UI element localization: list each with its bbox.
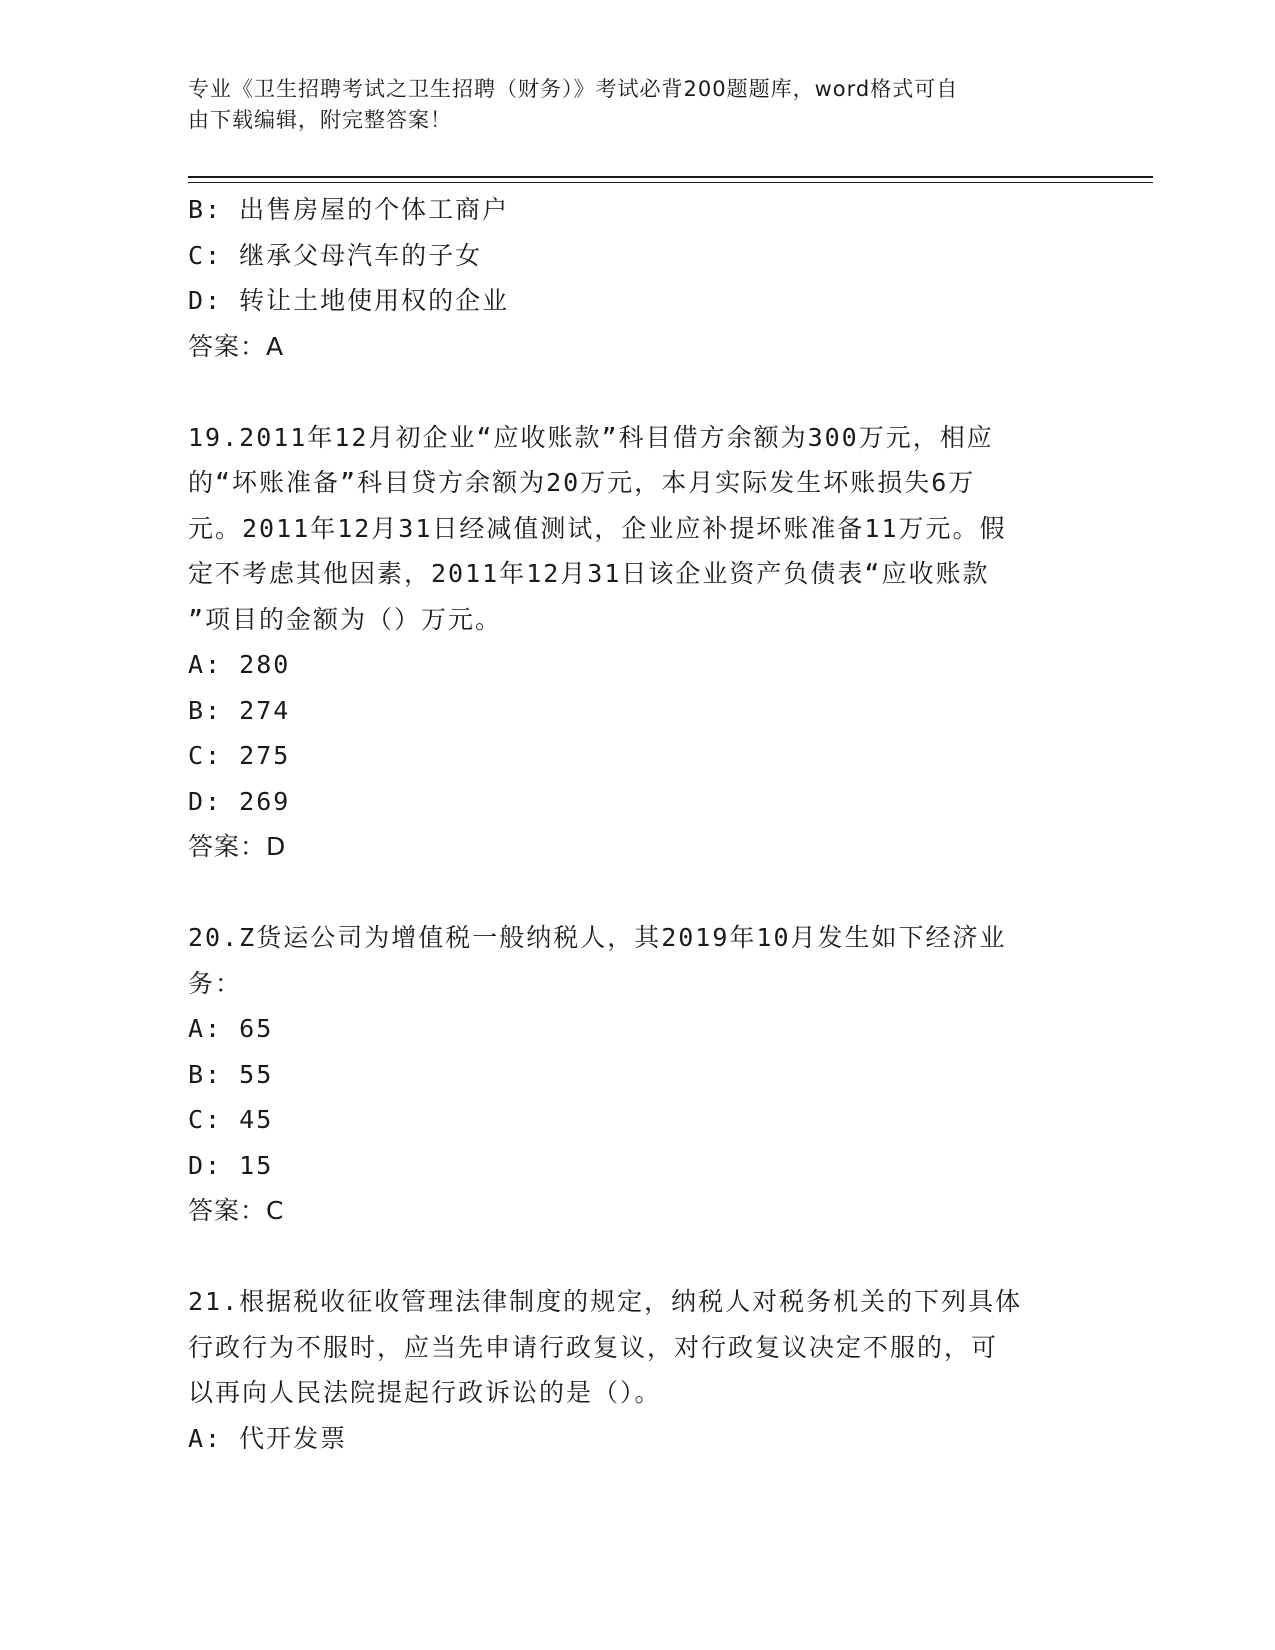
question-stem-line: 以再向人民法院提起行政诉讼的是（）。 [188, 1378, 662, 1407]
option-text: 代开发票 [239, 1423, 348, 1453]
option-a [188, 1006, 1088, 1052]
option-b [188, 187, 1088, 233]
option-label: D: [188, 786, 223, 816]
option-label: C: [188, 741, 223, 770]
question-stem-line: 21.根据税收征收管理法律制度的规定，纳税人对税务机关的下列具体 [188, 1287, 1023, 1316]
question-stem-line: ”项目的金额为（）万元。 [188, 604, 503, 634]
option-text: 65 [239, 1014, 274, 1043]
question-stem-line: 务： [188, 968, 243, 998]
option-text: 15 [239, 1150, 274, 1180]
question-stem-line: 元。2011年12月31日经减值测试，企业应补提坏账准备11万元。假 [188, 513, 1007, 543]
question-20 [188, 915, 1088, 1234]
option-label: D: [188, 1150, 223, 1180]
option-d [188, 278, 1088, 324]
spacer [188, 870, 1088, 916]
option-label: A: [188, 1014, 223, 1043]
spacer [188, 1234, 1088, 1280]
option-label: A: [188, 650, 223, 679]
option-text: 275 [239, 741, 291, 770]
option-label: C: [188, 1105, 223, 1134]
question-19 [188, 415, 1088, 870]
option-text: 274 [239, 695, 291, 725]
option-c [188, 733, 1088, 779]
option-a [188, 642, 1088, 688]
option-c [188, 233, 1088, 279]
option-text: 269 [239, 786, 291, 816]
document-header [188, 74, 1068, 136]
option-label: B: [188, 195, 223, 224]
option-label: B: [188, 695, 223, 725]
option-label: B: [188, 1059, 223, 1089]
header-divider-thick [188, 176, 1153, 178]
question-stem-line: 20.Z货运公司为增值税一般纳税人，其2019年10月发生如下经济业 [188, 923, 1007, 952]
question-stem-line: 的“坏账准备”科目贷方余额为20万元，本月实际发生坏账损失6万 [188, 468, 976, 497]
header-line-2: 由下载编辑，附完整答案！ [188, 108, 452, 132]
header-line-1: 专业《卫生招聘考试之卫生招聘（财务）》考试必背200题题库，word格式可自 [188, 77, 959, 101]
question-stem-line: 19.2011年12月初企业“应收账款”科目借方余额为300万元，相应 [188, 422, 994, 452]
question-18-continued [188, 187, 1088, 369]
option-a [188, 1416, 1088, 1462]
option-text: 继承父母汽车的子女 [239, 240, 483, 270]
answer: 答案：D [188, 832, 287, 861]
option-label: A: [188, 1423, 223, 1453]
spacer [188, 369, 1088, 415]
option-text: 出售房屋的个体工商户 [239, 195, 510, 224]
option-b [188, 688, 1088, 734]
question-list [188, 187, 1088, 1461]
answer: 答案：A [188, 331, 285, 361]
option-text: 45 [239, 1105, 274, 1134]
option-label: D: [188, 286, 223, 315]
question-21 [188, 1279, 1088, 1461]
header-divider-thin [188, 182, 1153, 183]
option-text: 转让土地使用权的企业 [239, 286, 510, 315]
answer: 答案：C [188, 1196, 285, 1225]
option-b [188, 1052, 1088, 1098]
option-d [188, 779, 1088, 825]
question-stem-line: 行政行为不服时，应当先申请行政复议，对行政复议决定不服的，可 [188, 1332, 999, 1362]
option-d [188, 1143, 1088, 1189]
option-label: C: [188, 240, 223, 270]
question-stem-line: 定不考虑其他因素，2011年12月31日该企业资产负债表“应收账款 [188, 559, 990, 588]
option-c [188, 1097, 1088, 1143]
option-text: 55 [239, 1059, 274, 1089]
option-text: 280 [239, 650, 291, 679]
